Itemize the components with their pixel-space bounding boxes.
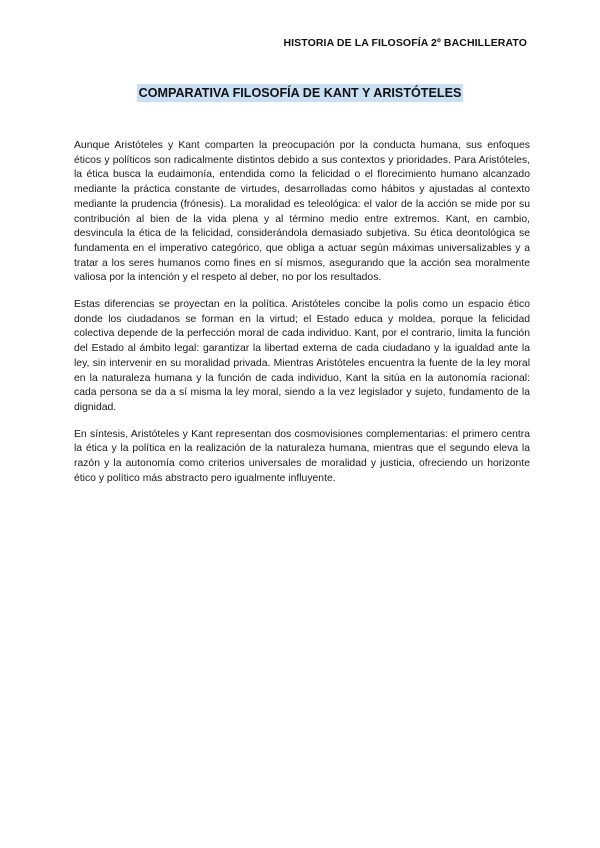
title-container [0, 84, 600, 102]
page-header: HISTORIA DE LA FILOSOFÍA 2º BACHILLERATO [283, 37, 527, 49]
paragraph-1: Aunque Aristóteles y Kant comparten la preocupación por la conducta humana, sus enfoques éticos y políticos son radicalmente distintos debido a sus contextos y prioridades. Para Aristóteles, la ética busca la eudaimonía, entendida como la felicidad o el florecimiento humano alcanzado mediante la práctica constante de virtudes, desarrolladas como hábitos y ajustadas al contexto mediante la prudencia (frónesis). La moralidad es teleológica: el valor de la acción se mide por su contribución al bien de la vida plena y al término medio entre extremos. Kant, en cambio, desvincula la ética de la felicidad, considerándola demasiado subjetiva. Su ética deontológica se fundamenta en el imperativo categórico, que obliga a actuar según máximas universalizables y a tratar a los seres humanos como fines en sí mismos, asegurando que la acción sea moralmente valiosa por la intención y el respeto al deber, no por los resultados. [74, 140, 530, 284]
document-body [74, 139, 530, 498]
document-title: COMPARATIVA FILOSOFÍA DE KANT Y ARISTÓTELES [138, 86, 462, 100]
paragraph-2: Estas diferencias se proyectan en la política. Aristóteles concibe la polis como un espacio ético donde los ciudadanos se forman en la virtud; el Estado educa y moldea, porque la felicidad colectiva depende de la perfección moral de cada individuo. Kant, por el contrario, limita la función del Estado al ámbito legal: garantizar la libertad externa de cada ciudadano y la igualdad ante la ley, sin intervenir en su moralidad privada. Mientras Aristóteles encuentra la fuente de la ley moral en la naturaleza humana y la función de cada individuo, Kant la sitúa en la autonomía racional: cada persona se da a sí misma la ley moral, siendo a la vez legislador y sujeto, fundamento de la dignidad. [74, 299, 530, 413]
paragraph-3: En síntesis, Aristóteles y Kant representan dos cosmovisiones complementarias: el primero centra la ética y la política en la realización de la naturaleza humana, mientras que el segundo eleva la razón y la autonomía como criterios universales de moralidad y justicia, ofreciendo un horizonte ético y político más abstracto pero igualmente influyente. [74, 428, 530, 484]
